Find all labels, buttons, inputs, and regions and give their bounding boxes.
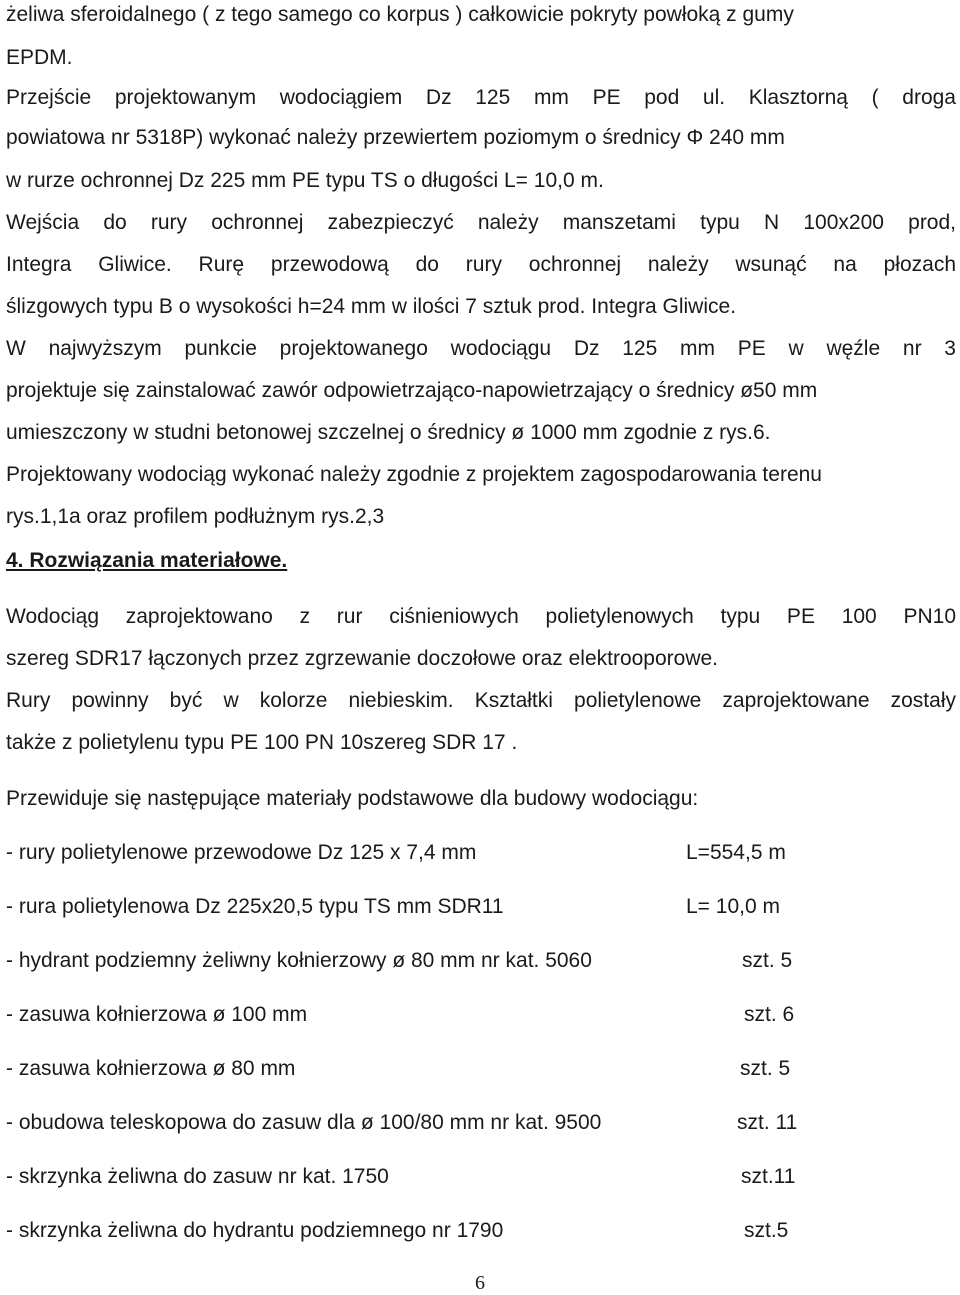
list-item-qty: szt. 11 <box>737 1111 798 1134</box>
list-item-desc: - skrzynka żeliwna do hydrantu podziemnego nr 1790 <box>6 1219 504 1242</box>
body-line: powiatowa nr 5318P) wykonać należy przewiertem poziomym o średnicy Φ 240 mm <box>6 126 785 149</box>
list-item-desc: - zasuwa kołnierzowa ø 80 mm <box>6 1057 296 1080</box>
body-line: żeliwa sferoidalnego ( z tego samego co korpus ) całkowicie pokryty powłoką z gumy <box>6 3 794 26</box>
list-item-qty: szt.5 <box>744 1219 789 1242</box>
body-line: ślizgowych typu B o wysokości h=24 mm w ilości 7 sztuk prod. Integra Gliwice. <box>6 295 737 318</box>
list-item-qty: L=554,5 m <box>686 841 786 864</box>
body-line: rys.1,1a oraz profilem podłużnym rys.2,3 <box>6 505 385 528</box>
list-intro: Przewiduje się następujące materiały podstawowe dla budowy wodociągu: <box>6 787 699 810</box>
list-item-qty: szt. 6 <box>744 1003 795 1026</box>
body-line: Przejście projektowanym wodociągiem Dz 125 mm PE pod ul. Klasztorną ( droga <box>6 86 956 109</box>
body-line: projektuje się zainstalować zawór odpowietrzająco-napowietrzający o średnicy ø50 mm <box>6 379 818 402</box>
body-line: EPDM. <box>6 46 73 69</box>
materials-line: także z polietylenu typu PE 100 PN 10szereg SDR 17 . <box>6 731 518 754</box>
list-item-desc: - hydrant podziemny żeliwny kołnierzowy ø 80 mm nr kat. 5060 <box>6 949 592 972</box>
body-line: w rurze ochronnej Dz 225 mm PE typu TS o długości L= 10,0 m. <box>6 169 604 192</box>
body-line: Integra Gliwice. Rurę przewodową do rury ochronnej należy wsunąć na płozach <box>6 253 956 276</box>
body-line: Wejścia do rury ochronnej zabezpieczyć należy manszetami typu N 100x200 prod, <box>6 211 956 234</box>
materials-line: Wodociąg zaprojektowano z rur ciśnieniowych polietylenowych typu PE 100 PN10 <box>6 605 956 628</box>
list-item-desc: - zasuwa kołnierzowa ø 100 mm <box>6 1003 308 1026</box>
body-line: Projektowany wodociąg wykonać należy zgodnie z projektem zagospodarowania terenu <box>6 463 822 486</box>
list-item-desc: - rura polietylenowa Dz 225x20,5 typu TS mm SDR11 <box>6 895 504 918</box>
materials-line: szereg SDR17 łączonych przez zgrzewanie doczołowe oraz elektrooporowe. <box>6 647 719 670</box>
list-item-qty: szt. 5 <box>742 949 793 972</box>
list-item-desc: - obudowa teleskopowa do zasuw dla ø 100/80 mm nr kat. 9500 <box>6 1111 602 1134</box>
list-item-desc: - skrzynka żeliwna do zasuw nr kat. 1750 <box>6 1165 389 1188</box>
list-item-qty: szt. 5 <box>740 1057 791 1080</box>
body-line: umieszczony w studni betonowej szczelnej o średnicy ø 1000 mm zgodnie z rys.6. <box>6 421 771 444</box>
materials-line: Rury powinny być w kolorze niebieskim. Kształtki polietylenowe zaprojektowane zostały <box>6 689 956 712</box>
list-item-qty: szt.11 <box>741 1165 796 1188</box>
page-number: 6 <box>475 1272 485 1294</box>
body-line: W najwyższym punkcie projektowanego wodociągu Dz 125 mm PE w węźle nr 3 <box>6 337 956 360</box>
section-heading: 4. Rozwiązania materiałowe. <box>6 549 288 572</box>
list-item-desc: - rury polietylenowe przewodowe Dz 125 x 7,4 mm <box>6 841 477 864</box>
list-item-qty: L= 10,0 m <box>686 895 780 918</box>
